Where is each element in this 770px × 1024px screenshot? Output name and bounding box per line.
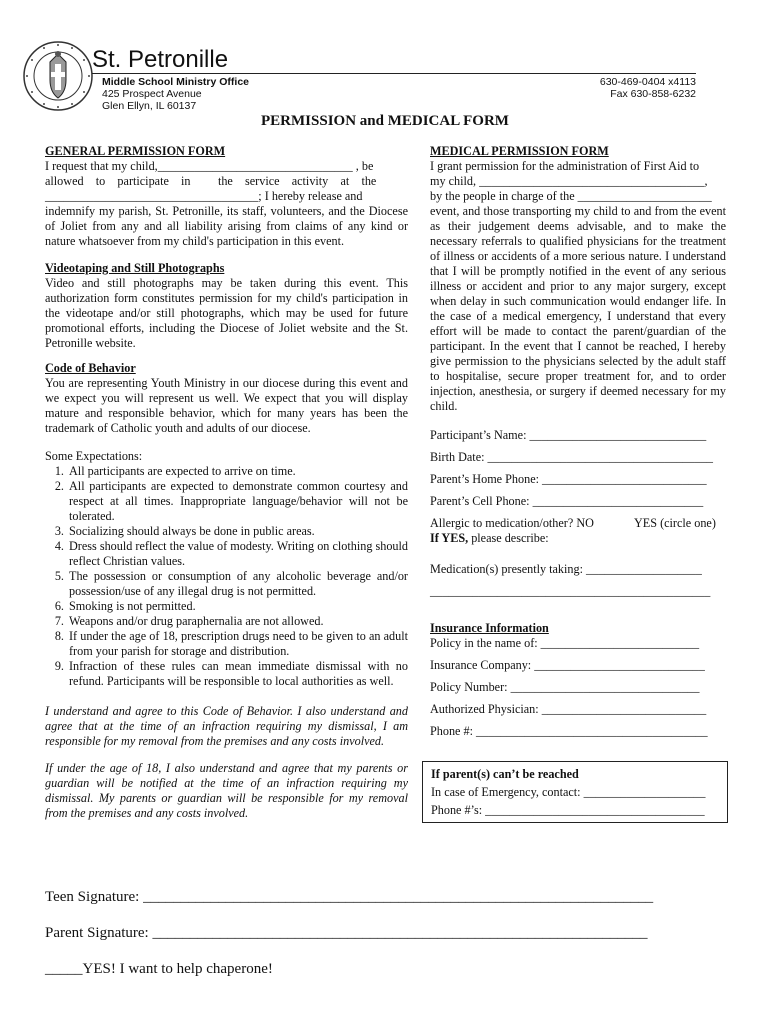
org-name: St. Petronille [92, 46, 229, 73]
insurance-company-field[interactable]: Insurance Company: ____________________________ [430, 658, 705, 672]
rule-item: 3. Socializing should always be done in public areas. [67, 524, 408, 539]
contact-block [560, 76, 696, 100]
if-yes-bold: If YES, [430, 531, 469, 545]
allergic-yes-option[interactable]: YES (circle one) [634, 516, 716, 530]
if-yes-line [430, 531, 726, 546]
parent-signature-field[interactable]: Parent Signature: __________________________________________________________________ [45, 925, 648, 941]
medical-body: event, and those transporting my child to and from the event as their judgement deems advisable, and to make the necessary referrals to qualified physicians for the treatment of illness or accidents of a more serious nature. I understand that I will be promptly notified in the event of any serious illness or accident and prior to any major surgery, except when delay in such communication would endanger life. In the case of a medical emergency, I understand that every effort will be made to contact the parent/guardian of the participant. In the event that I cannot be reached, I hereby give permission to the physicians selected by the adult staff to hospitalise, secure proper treatment for, and to order injection, anesthesia, or surgery if deemed necessary for my child. [430, 204, 726, 413]
physician-field[interactable]: Authorized Physician: ___________________________ [430, 702, 707, 716]
policy-number-field[interactable]: Policy Number: _______________________________ [430, 680, 700, 694]
expectations-section [45, 449, 408, 689]
rule-item: 9. Infraction of these rules can mean immediate dismissal with no refund. Participants will be responsible to local authorities as well. [67, 659, 408, 689]
header-rule [92, 73, 696, 74]
general-body: indemnify my parish, St. Petronille, its staff, volunteers, and the Diocese of Joliet from any and all liability arising from claims of any kind or nature whatsoever from my child's participation in this event. [45, 204, 408, 248]
medications-line-2[interactable]: ______________________________________________ [430, 584, 711, 598]
teen-signature-field[interactable]: Teen Signature: ____________________________________________________________________ [45, 889, 654, 905]
policy-name-field[interactable]: Policy in the name of: __________________________ [430, 636, 700, 650]
general-heading: GENERAL PERMISSION FORM [45, 144, 226, 158]
office-name: Middle School Ministry Office [102, 76, 250, 88]
cell-phone-field[interactable]: Parent’s Cell Phone: ____________________________ [430, 494, 704, 508]
rules-list [45, 464, 408, 689]
behavior-section [45, 361, 408, 436]
diocese-seal-logo [22, 40, 94, 112]
emergency-phones-field[interactable]: Phone #’s: ____________________________________ [431, 803, 705, 817]
general-line-2: allowed to participate in the service activity at the [45, 174, 377, 188]
behavior-heading: Code of Behavior [45, 361, 136, 375]
medical-line-2[interactable]: my child, _____________________________________, [430, 174, 708, 188]
agreement-2: If under the age of 18, I also understand and agree that my parents or guardian will be notified at the time of an infraction requiring my dismissal. My parents or guardian will be responsible for my removal from the premises and any costs involved. [45, 761, 408, 820]
rule-item: 2. All participants are expected to demonstrate common courtesy and respect at all times. Inappropriate language/behavior will not be tolerated. [67, 479, 408, 524]
address-line-2: Glen Ellyn, IL 60137 [102, 100, 197, 112]
rule-item: 8. If under the age of 18, prescription drugs need to be given to an adult from your parish for storage and distribution. [67, 629, 408, 659]
rule-item: 6. Smoking is not permitted. [67, 599, 408, 614]
rule-item: 7. Weapons and/or drug paraphernalia are not allowed. [67, 614, 408, 629]
general-permission-section [45, 144, 408, 249]
rule-item: 1. All participants are expected to arrive on time. [67, 464, 408, 479]
fax-number: Fax 630-858-6232 [610, 88, 696, 100]
insurance-phone-field[interactable]: Phone #: ______________________________________ [430, 724, 708, 738]
home-phone-field[interactable]: Parent’s Home Phone: ___________________________ [430, 472, 707, 486]
unreachable-heading: If parent(s) can’t be reached [431, 767, 579, 781]
unreachable-box [422, 761, 728, 823]
rule-item: 5. The possession or consumption of any alcoholic beverage and/or possession/use of any illegal drug is not permitted. [67, 569, 408, 599]
rule-item: 4. Dress should reflect the value of modesty. Writing on clothing should reflect Christian values. [67, 539, 408, 569]
office-address-block [102, 76, 249, 112]
video-section [45, 261, 408, 351]
emergency-contact-field[interactable]: In case of Emergency, contact: ____________________ [431, 785, 706, 799]
address-line-1: 425 Prospect Avenue [102, 88, 202, 100]
behavior-body: You are representing Youth Ministry in our diocese during this event and we expect you will represent us well. We expect that you will display mature and responsible behavior, which for many years has been the trademark of Catholic youth and adults of our diocese. [45, 376, 408, 435]
medications-field[interactable]: Medication(s) presently taking: ___________________ [430, 562, 702, 576]
phone-number: 630-469-0404 x4113 [599, 76, 696, 88]
medical-permission-section [430, 144, 726, 414]
if-yes-rest: please describe: [468, 531, 549, 545]
medical-heading: MEDICAL PERMISSION FORM [430, 144, 609, 158]
birth-date-field[interactable]: Birth Date: _____________________________________ [430, 450, 714, 464]
expectations-label: Some Expectations: [45, 449, 143, 463]
agreement-1: I understand and agree to this Code of Behavior. I also understand and agree that at the time of an infraction requiring my dismissal, I am responsible for my removal from the premises and any costs involved. [45, 704, 408, 748]
participant-name-field[interactable]: Participant’s Name: _____________________________ [430, 428, 707, 442]
allergic-question[interactable] [430, 516, 726, 531]
allergic-label: Allergic to medication/other? NO [430, 516, 594, 530]
medical-line-3[interactable]: by the people in charge of the ______________________ [430, 189, 712, 203]
general-line-1[interactable]: I request that my child,________________________________ , be [45, 159, 374, 173]
video-heading: Videotaping and Still Photographs [45, 261, 225, 275]
video-body: Video and still photographs may be taken during this event. This authorization form constitutes permission for my child's participation in the videotape and/or still photographs, which may be used for future promotional efforts, including the Diocese of Joliet website and the St. Petronille website. [45, 276, 408, 350]
general-line-3[interactable]: ___________________________________; I hereby release and [45, 189, 363, 203]
medical-line-1: I grant permission for the administration of First Aid to [430, 159, 700, 173]
insurance-heading: Insurance Information [430, 621, 549, 635]
insurance-section [430, 621, 726, 651]
form-title: PERMISSION and MEDICAL FORM [261, 113, 509, 129]
chaperone-option[interactable]: _____YES! I want to help chaperone! [45, 961, 273, 977]
